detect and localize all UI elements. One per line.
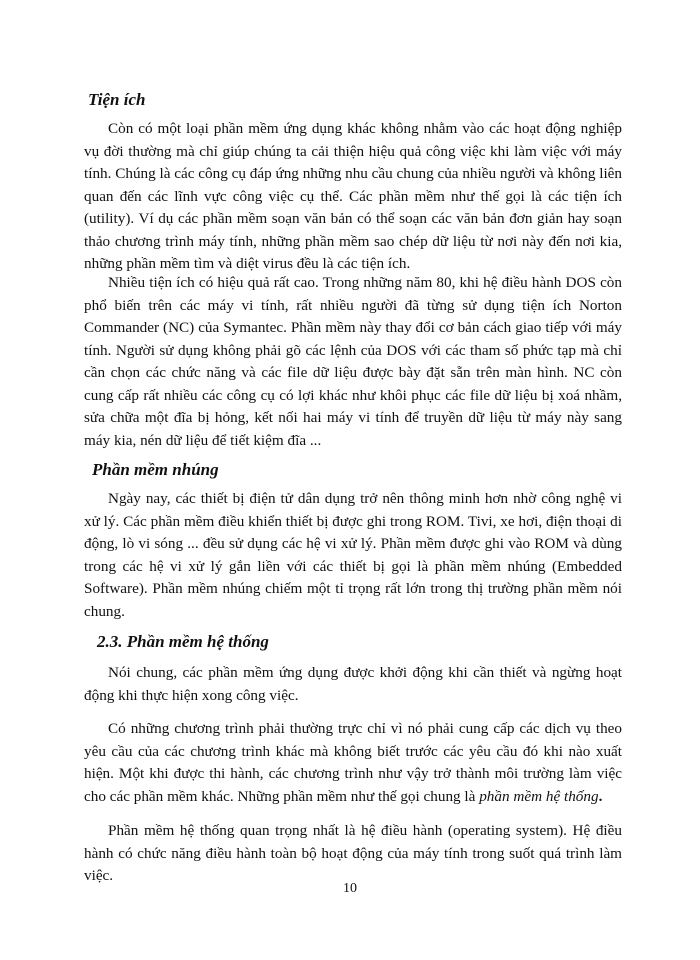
paragraph-tien-ich-1: Còn có một loại phần mềm ứng dụng khác không nhằm vào các hoạt động nghiệp vụ đời thường mà chỉ giúp chúng ta cải thiện hiệu quả công việc khi làm việc với máy tính. Chúng là các công cụ đáp ứng những nhu cầu chung của nhiều người và không liên quan đến các lĩnh vực công việc cụ thể. Các phần mềm như thế gọi là các tiện ích (utility). Ví dụ các phần mềm soạn văn bản có thể soạn các văn bản đơn giản hay soạn thảo chương trình máy tính, những phần mềm sao chép dữ liệu từ nơi này đến nơi kia, những phần mềm tìm và diệt virus đều là các tiện ích.: [84, 120, 623, 272]
paragraph-he-thong-3: Phần mềm hệ thống quan trọng nhất là hệ điều hành (operating system). Hệ điều hành có chức năng điều hành toàn bộ hoạt động của máy tính trong suốt quá trình làm việc.: [84, 822, 622, 884]
paragraph-he-thong-1: Nói chung, các phần mềm ứng dụng được khởi động khi cần thiết và ngừng hoạt động khi thực hiện xong công việc.: [84, 664, 622, 704]
phan-mem-he-thong-emphasis: phần mềm hệ thống: [479, 787, 599, 805]
section-heading-phan-mem-he-thong: 2.3. Phần mềm hệ thống: [97, 632, 269, 651]
page-number: 10: [343, 881, 357, 896]
paragraph-he-thong-2-text: Có những chương trình phải thường trực chỉ vì nó phải cung cấp các dịch vụ theo yêu cầu của các chương trình khác mà không biết trước các yêu cầu đó khi nào xuất hiện. Một khi được thi hành, các chương trình như vậy trở thành môi trường làm việc cho các phần mềm khác. Những phần mềm như thế gọi chung là: [84, 720, 622, 805]
paragraph-tien-ich-2: Nhiều tiện ích có hiệu quả rất cao. Trong những năm 80, khi hệ điều hành DOS còn phổ biến trên các máy vi tính, rất nhiều người đã từng sử dụng tiện ích Norton Commander (NC) của Symantec. Phần mềm này thay đổi cơ bản cách giao tiếp với máy tính. Người sử dụng không phải gõ các lệnh của DOS với các tham số phức tạp mà chỉ cần chọn các chức năng và các file dữ liệu được bày đặt sẵn trên màn hình. NC còn cung cấp rất nhiều các công cụ có lợi khác như khôi phục các file dữ liệu bị xoá nhầm, sửa chữa một đĩa bị hỏng, kết nối hai máy vi tính để truyền dữ liệu từ máy này sang máy kia, nén dữ liệu để tiết kiệm đĩa ...: [84, 274, 622, 449]
paragraph-phan-mem-nhung: Ngày nay, các thiết bị điện tử dân dụng trở nên thông minh hơn nhờ công nghệ vi xử lý. Các phần mềm điều khiển thiết bị được ghi trong ROM. Tivi, xe hơi, điện thoại di động, lò vi sóng ... đều sử dụng các hệ vi xử lý. Phần mềm được ghi vào ROM và dùng trong các hệ vi xử lý gắn liền với các thiết bị gọi là phần mềm nhúng (Embedded Software). Phần mềm nhúng chiếm một tỉ trọng rất lớn trong thị trường phần mềm nói chung.: [84, 490, 622, 620]
section-heading-tien-ich: Tiện ích: [88, 90, 146, 109]
paragraph-he-thong-2: [84, 718, 622, 808]
paragraph-he-thong-2-end: .: [598, 787, 603, 805]
section-heading-phan-mem-nhung: Phần mềm nhúng: [92, 460, 219, 479]
